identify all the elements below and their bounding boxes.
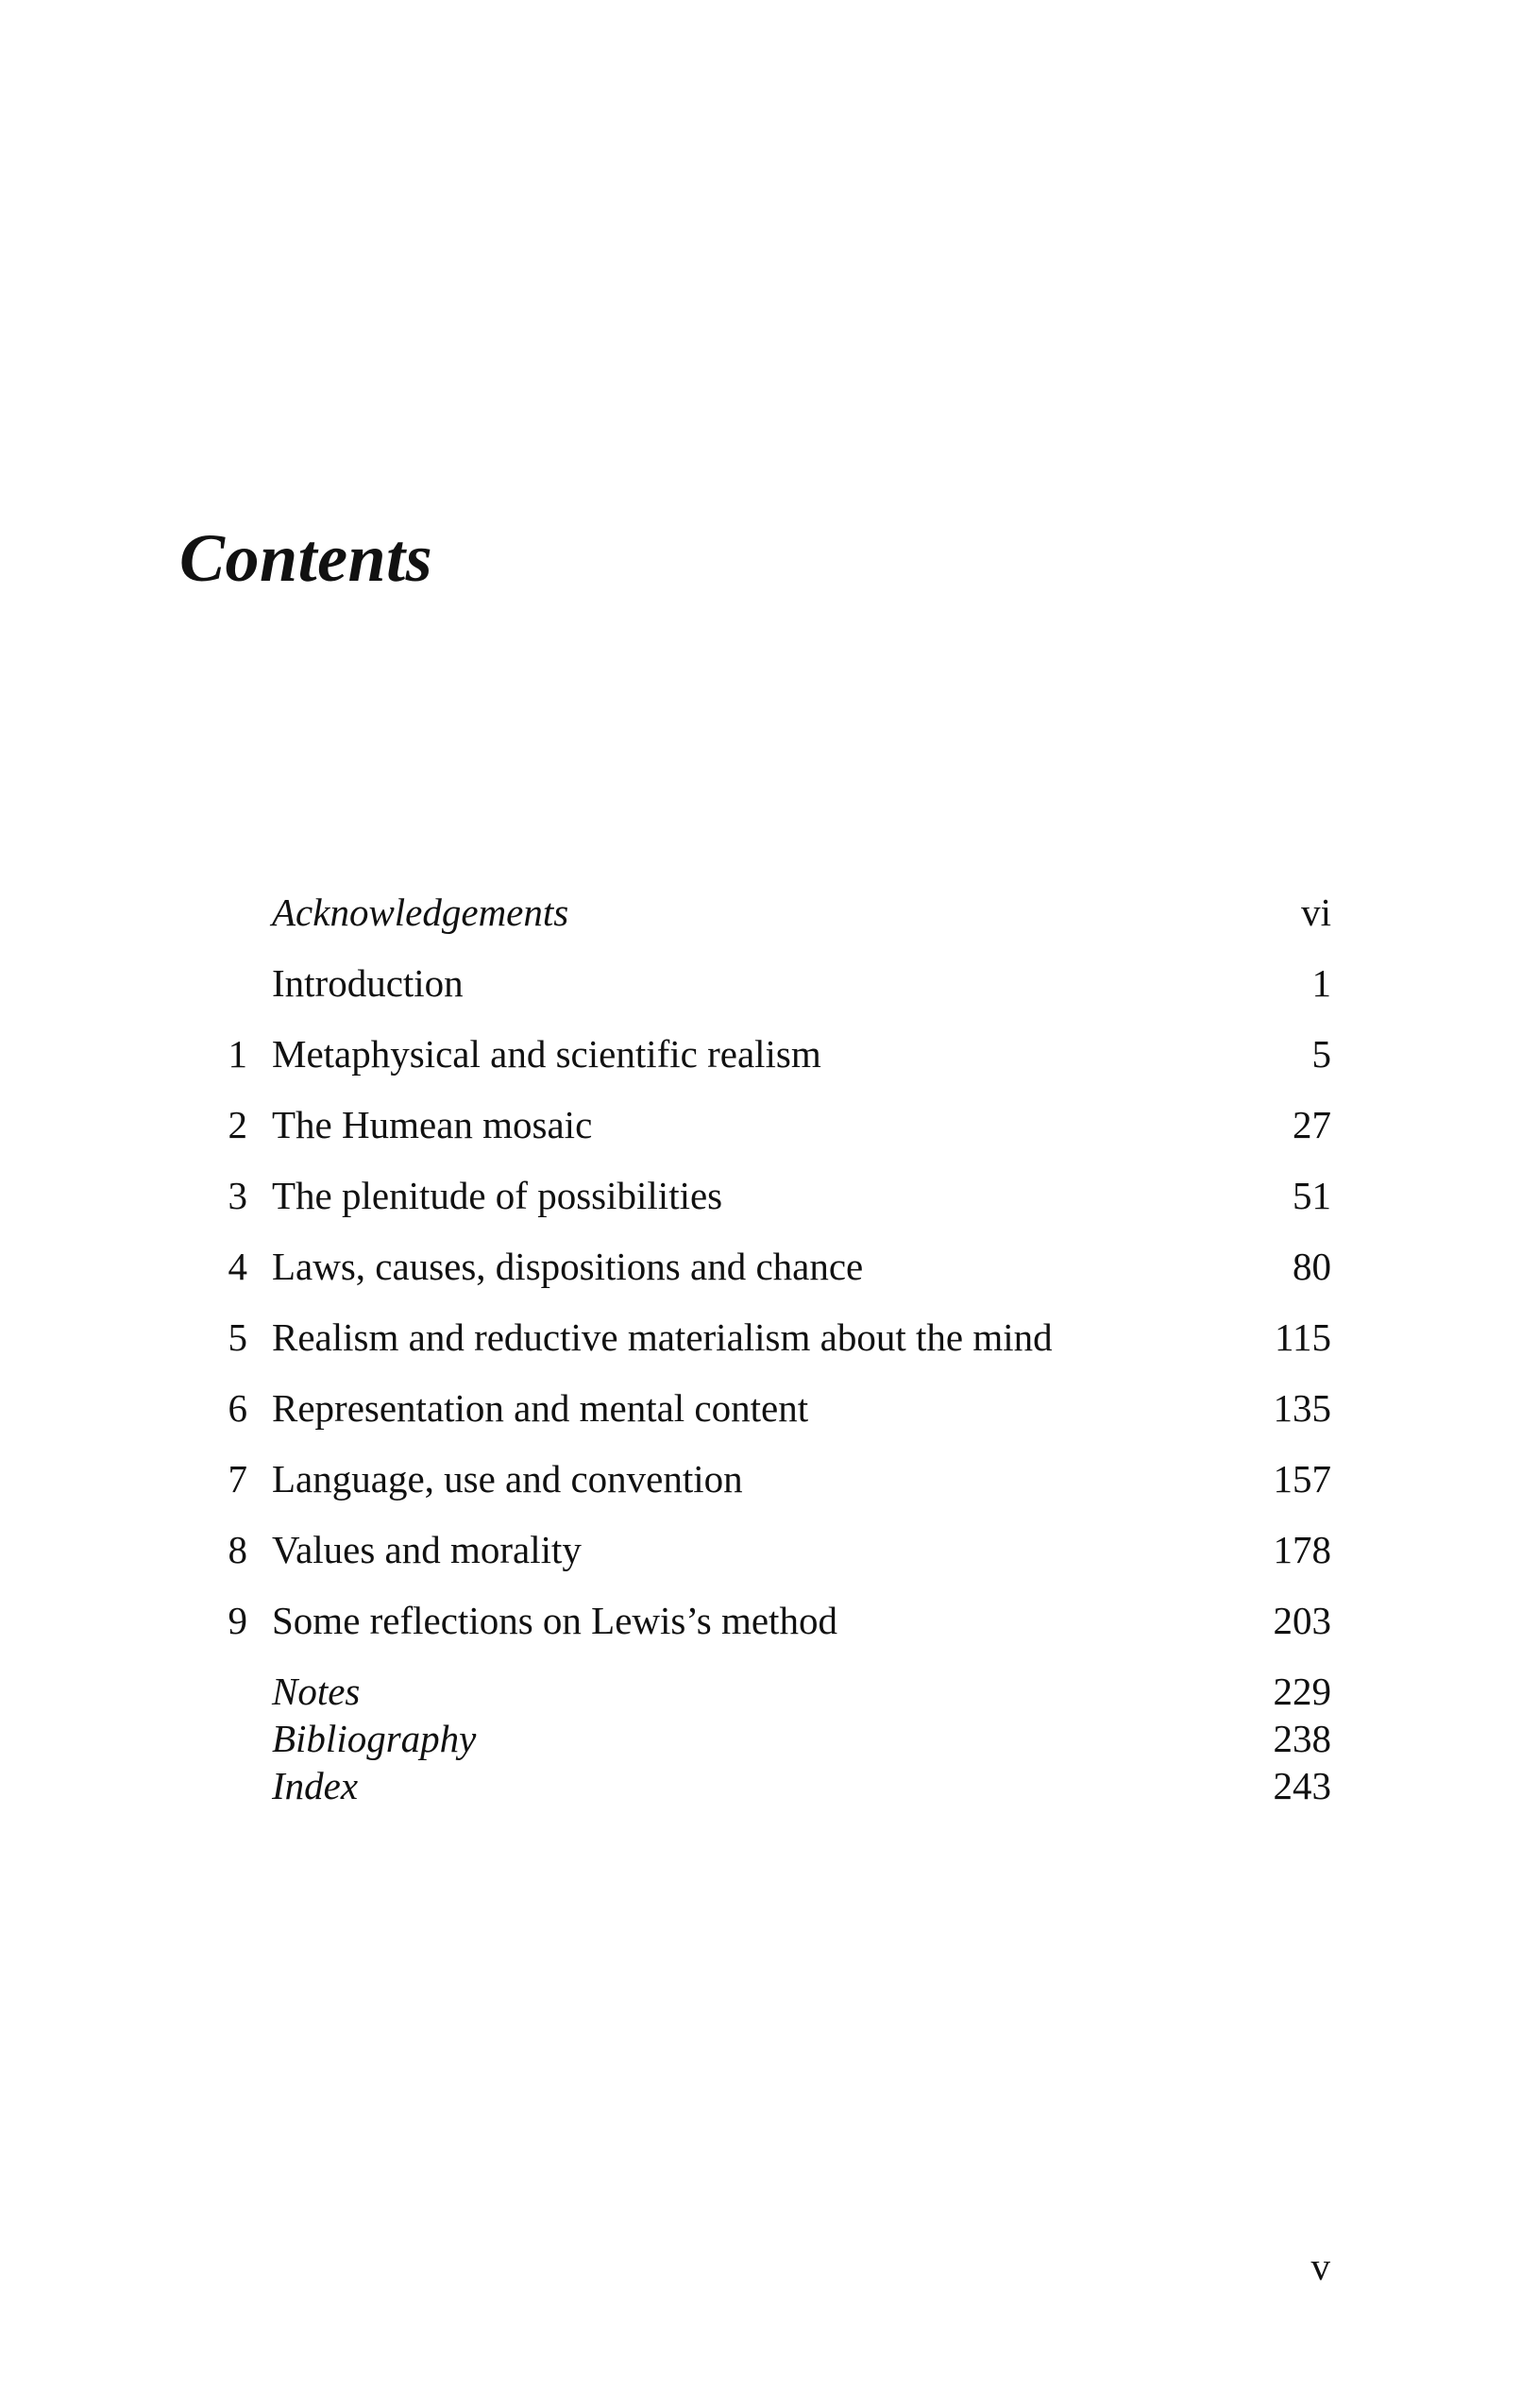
toc-entry-title: Values and morality [272,1528,582,1571]
toc-entry-page: 80 [1293,1245,1331,1288]
toc-entry-acknowledgements[interactable] [179,888,1331,958]
table-of-contents [179,888,1331,1808]
toc-entry-page: 135 [1273,1386,1331,1430]
toc-entry-number: 5 [228,1315,247,1359]
toc-entry-page: 51 [1293,1174,1331,1217]
toc-entry-page: 203 [1273,1599,1331,1642]
toc-entry-number: 3 [228,1174,247,1217]
toc-entry-notes[interactable] [179,1667,1331,1714]
toc-entry-title: Language, use and convention [272,1457,743,1501]
toc-entry-title: Some reflections on Lewis’s method [272,1599,837,1642]
toc-entry-page: 243 [1273,1764,1331,1807]
toc-entry-page: 1 [1311,961,1331,1005]
toc-entry-chapter-8[interactable] [179,1525,1331,1596]
toc-entry-title: Representation and mental content [272,1386,809,1430]
toc-entry-title: Notes [272,1670,361,1713]
toc-entry-number: 7 [228,1457,247,1501]
toc-entry-chapter-3[interactable] [179,1171,1331,1242]
toc-entry-title: Laws, causes, dispositions and chance [272,1245,864,1288]
toc-entry-title: Metaphysical and scientific realism [272,1032,821,1076]
toc-entry-chapter-4[interactable] [179,1242,1331,1313]
toc-entry-title: The plenitude of possibilities [272,1174,723,1217]
toc-entry-title: The Humean mosaic [272,1103,593,1146]
toc-entry-page: 178 [1273,1528,1331,1571]
toc-entry-number: 8 [228,1528,247,1571]
toc-entry-page: 157 [1273,1457,1331,1501]
toc-entry-chapter-6[interactable] [179,1383,1331,1454]
toc-entry-chapter-2[interactable] [179,1100,1331,1171]
page-number: v [1310,2245,1330,2288]
toc-entry-title: Introduction [272,961,464,1005]
toc-entry-page: 229 [1273,1670,1331,1713]
toc-entry-number: 4 [228,1245,247,1288]
toc-entry-bibliography[interactable] [179,1714,1331,1761]
toc-entry-page: 27 [1293,1103,1331,1146]
toc-entry-number: 9 [228,1599,247,1642]
toc-entry-title: Acknowledgements [272,890,569,934]
toc-entry-number: 1 [228,1032,247,1076]
toc-entry-title: Bibliography [272,1717,477,1760]
toc-entry-page: 5 [1311,1032,1331,1076]
toc-entry-page: vi [1301,890,1331,934]
toc-entry-number: 2 [228,1103,247,1146]
toc-entry-title: Index [272,1764,359,1807]
toc-entry-chapter-1[interactable] [179,1029,1331,1100]
page-title: Contents [179,520,433,596]
toc-entry-introduction[interactable] [179,958,1331,1029]
toc-entry-number: 6 [228,1386,247,1430]
toc-entry-chapter-9[interactable] [179,1596,1331,1667]
toc-entry-chapter-5[interactable] [179,1313,1331,1383]
toc-entry-index[interactable] [179,1761,1331,1808]
toc-entry-chapter-7[interactable] [179,1454,1331,1525]
toc-entry-page: 238 [1273,1717,1331,1760]
toc-entry-page: 115 [1275,1315,1331,1359]
toc-entry-title: Realism and reductive materialism about the mind [272,1315,1053,1359]
